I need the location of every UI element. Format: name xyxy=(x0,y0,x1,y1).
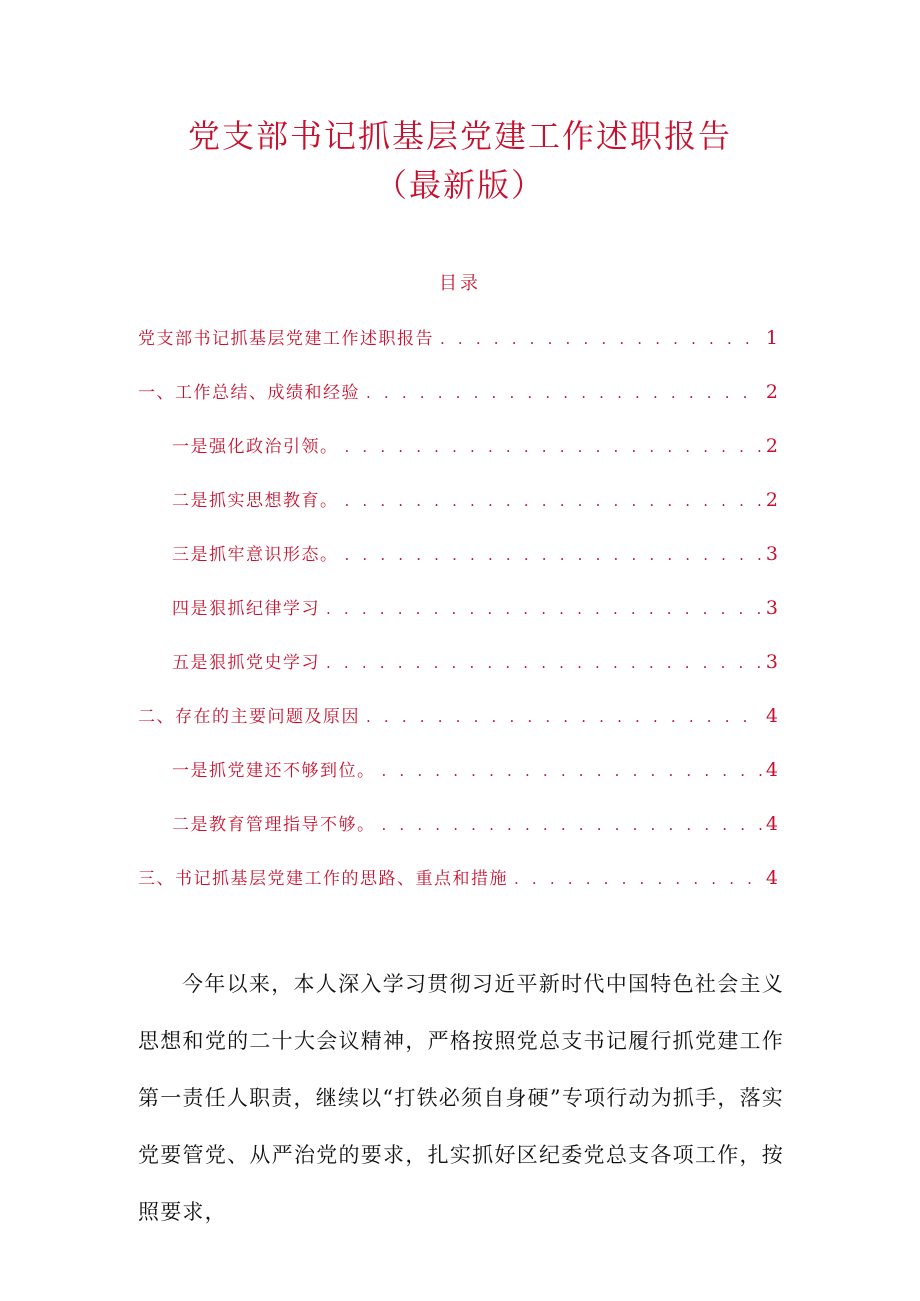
toc-dot-leader xyxy=(382,816,762,834)
toc-page-number: 4 xyxy=(765,867,778,889)
toc-item-section-3[interactable] xyxy=(138,864,778,918)
toc-page-number: 1 xyxy=(765,327,778,349)
body-paragraph: 今年以来，本人深入学习贯彻习近平新时代中国特色社会主义思想和党的二十大会议精神，严格按照党总支书记履行抓党建工作第一责任人职责，继续以“打铁必须自身硬”专项行动为抓手，落实党要管党、从严治党的要求，扎实抓好区纪委党总支各项工作，按照要求， xyxy=(138,972,784,1224)
toc-item-section-1-3[interactable] xyxy=(172,540,778,594)
toc-page-number: 2 xyxy=(765,435,778,457)
toc-item-label: 三、书记抓基层党建工作的思路、重点和措施 xyxy=(138,869,508,889)
toc-item-label: 五是狠抓党史学习 xyxy=(172,653,320,673)
document-subtitle: （最新版） xyxy=(374,166,545,204)
toc-page-number: 4 xyxy=(765,759,778,781)
toc-dot-leader xyxy=(345,492,762,510)
toc-item-label: 一是强化政治引领。 xyxy=(172,437,339,457)
toc-item-section-1-2[interactable] xyxy=(172,486,778,540)
toc-item-section-2-2[interactable] xyxy=(172,810,778,864)
toc-item-label: 一、工作总结、成绩和经验 xyxy=(138,383,360,403)
toc-page-number: 2 xyxy=(765,381,778,403)
toc-dot-leader xyxy=(326,600,762,618)
toc-item-label: 二是抓实思想教育。 xyxy=(172,491,339,511)
toc-page-number: 3 xyxy=(765,543,778,565)
toc-dot-leader xyxy=(345,546,762,564)
toc-item-section-1-5[interactable] xyxy=(172,648,778,702)
toc-dot-leader xyxy=(366,384,762,402)
toc-dot-leader xyxy=(382,762,762,780)
toc-page-number: 2 xyxy=(765,489,778,511)
toc-item-section-1-1[interactable] xyxy=(172,432,778,486)
body-text xyxy=(138,956,784,1241)
toc-item-label: 党支部书记抓基层党建工作述职报告 xyxy=(138,329,434,349)
document-title: 党支部书记抓基层党建工作述职报告 xyxy=(187,117,732,155)
toc-dot-leader xyxy=(440,330,762,348)
toc-dot-leader xyxy=(345,438,762,456)
toc-page-number: 3 xyxy=(765,597,778,619)
toc-page-number: 4 xyxy=(765,705,778,727)
toc-item-section-1[interactable] xyxy=(138,378,778,432)
toc-item-section-1-4[interactable] xyxy=(172,594,778,648)
toc-dot-leader xyxy=(366,708,762,726)
toc-page-number: 4 xyxy=(765,813,778,835)
toc-item-label: 一是抓党建还不够到位。 xyxy=(172,761,376,781)
toc-item-label: 三是抓牢意识形态。 xyxy=(172,545,339,565)
toc-dot-leader xyxy=(514,870,762,888)
toc-item-label: 二是教育管理指导不够。 xyxy=(172,815,376,835)
toc-page-number: 3 xyxy=(765,651,778,673)
toc-item-label: 二、存在的主要问题及原因 xyxy=(138,707,360,727)
toc-item-report-title[interactable] xyxy=(138,324,778,378)
toc-item-section-2[interactable] xyxy=(138,702,778,756)
toc-dot-leader xyxy=(326,654,762,672)
toc-item-section-2-1[interactable] xyxy=(172,756,778,810)
toc-heading: 目录 xyxy=(439,273,481,294)
toc-item-label: 四是狠抓纪律学习 xyxy=(172,599,320,619)
